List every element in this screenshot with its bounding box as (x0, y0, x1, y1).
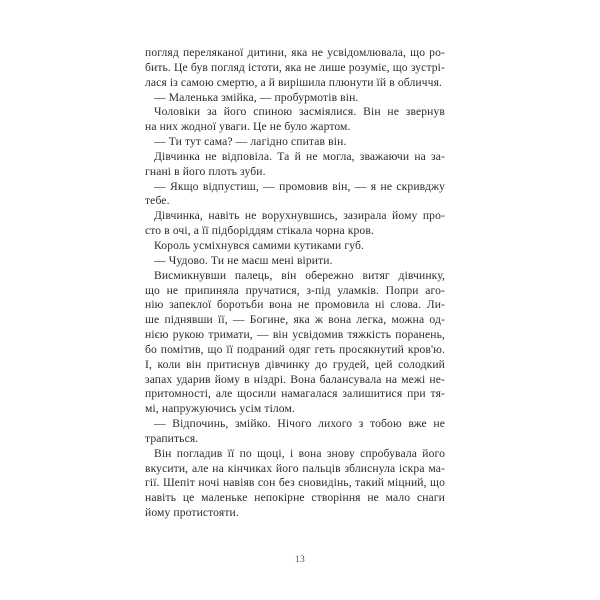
text-line: навіть це маленьке непокірне створіння не мало снаги (145, 491, 445, 505)
text-line: бо помітив, що її подраний одяг геть просякнутий кров'ю. (145, 342, 445, 356)
text-line: тебе. (145, 194, 170, 208)
text-line: запах ударив йому в ніздрі. Вона балансувала на межі не- (145, 372, 445, 386)
text-line: — Чудово. Ти не маєш мені вірити. (154, 253, 333, 267)
text-line: гнані в його плоть зуби. (145, 164, 266, 178)
text-line: ше піднявши її, — Богине, яка ж вона легка, можна од- (145, 313, 445, 327)
text-line: Висмикнувши палець, він обережно витяг дівчинку, (154, 268, 445, 282)
text-line: трапиться. (145, 431, 199, 445)
text-line: йому протистояти. (145, 506, 239, 520)
paragraph (145, 150, 445, 180)
text-line: нію запеклої боротьби вона не промовила ні слова. Ли- (145, 298, 445, 312)
text-line: — Якщо відпустиш, — промовив він, — я не скривджу (154, 179, 445, 193)
paragraph (145, 269, 445, 417)
paragraph (145, 135, 445, 150)
text-line: Дівчинка, навіть не ворухнувшись, зазирала йому про- (154, 209, 445, 223)
page-number: 13 (294, 555, 306, 565)
paragraph (145, 254, 445, 269)
text-line: на них жодної уваги. Це не було жартом. (145, 120, 351, 134)
text-line: — Маленька змійка, — пробурмотів він. (154, 90, 359, 104)
text-line: — Відпочинь, змійко. Нічого лихого з тобою вже не (154, 417, 445, 431)
paragraph (145, 239, 445, 254)
paragraph (145, 91, 445, 106)
text-line: притомності, але щосили намагалася залишитися при тя- (145, 387, 445, 401)
text-line: Він погладив її по щоці, і вона знову спробувала його (154, 446, 445, 460)
text-line: гії. Шепіт ночі навіяв сон без сновидінь, такий міцний, що (145, 476, 445, 490)
text-line: Король усміхнувся самими кутиками губ. (154, 238, 365, 252)
text-line: нією рукою тримати, — він усвідомив тяжкість поранень, (145, 328, 445, 342)
text-line: мі, напружуючись усім тілом. (145, 402, 295, 416)
paragraph (145, 447, 445, 521)
text-line: погляд переляканої дитини, яка не усвідомлювала, що ро- (145, 46, 445, 59)
paragraph (145, 46, 445, 91)
paragraph (145, 180, 445, 210)
paragraph (145, 209, 445, 239)
paragraph (145, 417, 445, 447)
text-line: сто в очі, а її підборіддям стікала чорна кров. (145, 224, 374, 238)
text-line: — Ти тут сама? — лагідно спитав він. (154, 135, 347, 149)
text-line: що не припиняла пручатися, з-під уламків. Попри аго- (145, 283, 445, 297)
text-line: лася із самою смертю, а й вирішила плюнути їй в обличчя. (145, 75, 443, 89)
text-line: Чоловіки за його спиною засміялися. Він не звернув (154, 105, 445, 119)
text-line: вкусити, але на кінчиках його пальців зблиснула іскра ма- (145, 461, 445, 475)
text-line: І, коли він притиснув дівчинку до грудей, цей солодкий (145, 357, 445, 371)
paragraph (145, 105, 445, 135)
text-line: бить. Це був погляд істоти, яка не лише розуміє, що зустрі- (145, 60, 445, 74)
text-line: Дівчинка не відповіла. Та й не могла, зважаючи на за- (154, 149, 445, 163)
page-text-body (145, 46, 445, 521)
